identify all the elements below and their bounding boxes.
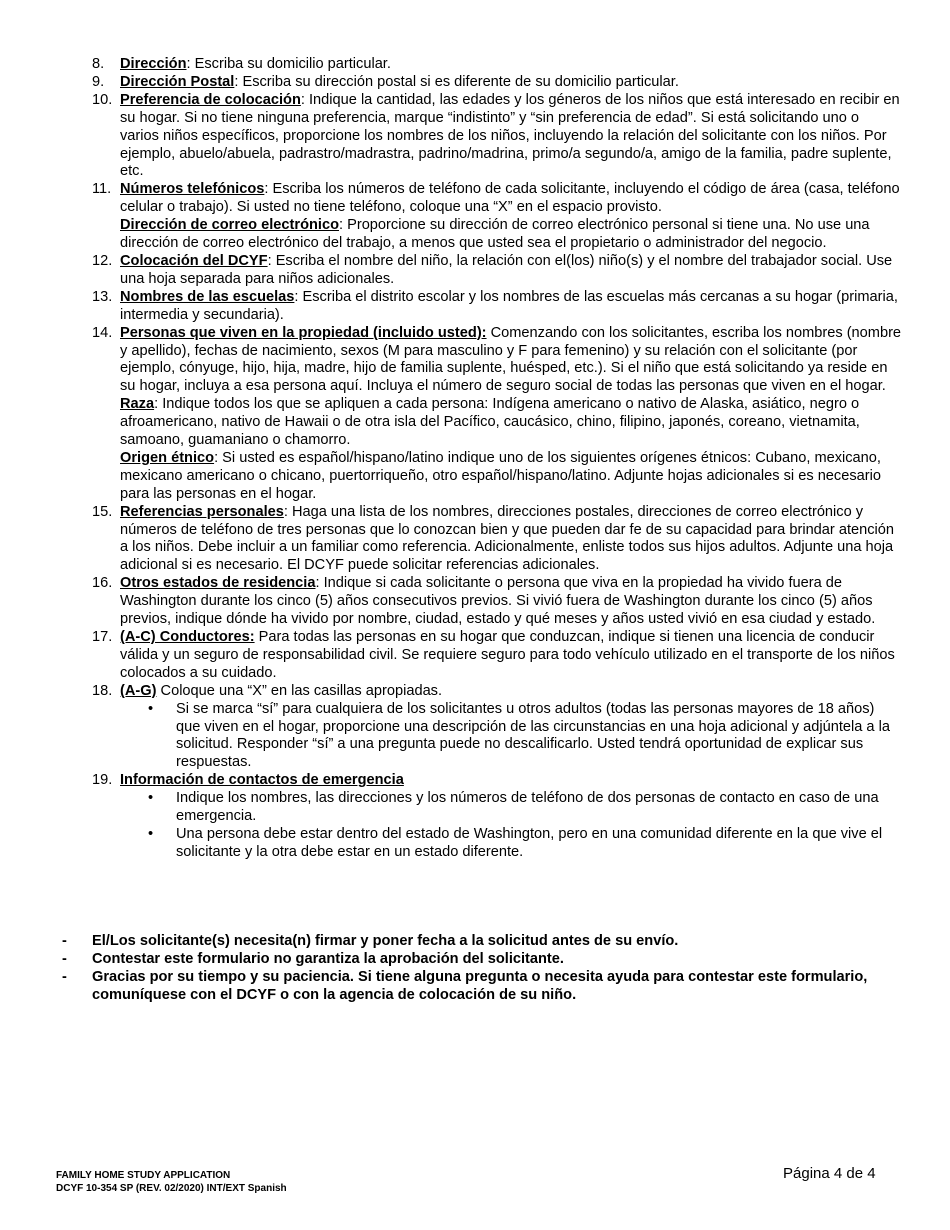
item-paragraph [120, 772, 902, 790]
list-item [92, 56, 902, 74]
instructions-list [92, 56, 902, 862]
item-text: Proporcione su dirección de correo electrónico personal si tiene una. No use una dirección de correo electrónico del trabajo, a menos que usted sea el propietario o administrador del negocio. [120, 217, 870, 252]
item-text: Indique todos los que se apliquen a cada persona: Indígena americano o nativo de Alaska, asiático, negro o afroamericano, nativo de Hawaii o de otra isla del Pacífico, caucásico, chino, filipino, japonés, coreano, vietnamita, samoano, guamaniano o chamorro. [120, 396, 860, 449]
bullet-list [120, 701, 902, 773]
item-paragraph [120, 683, 902, 701]
list-item [92, 683, 902, 773]
bullet-text: Una persona debe estar dentro del estado de Washington, pero en una comunidad diferente en la que vive el solicitante y la otra debe estar en un estado diferente. [176, 825, 883, 860]
note-item [62, 969, 882, 1005]
bullet-icon: • [148, 790, 154, 807]
list-item [92, 253, 902, 289]
item-number: 12. [92, 252, 113, 269]
item-text: Comenzando con los solicitantes, escriba los nombres (nombre y apellido), fechas de nacimiento, sexos (M para masculino y F para femenino) y su relación con el solicitante (por ejemplo, cónyuge, hijo, hija, madre, hijo de familia suplente, huésped, etc.). Si el niño que está solicitando ya reside en su hogar, incluya a esa persona aquí. Incluya el número de seguro social de todas las personas que viven en el hogar. [120, 324, 902, 395]
dash-icon: - [62, 968, 67, 985]
item-paragraph [120, 325, 902, 397]
form-identifier [56, 1169, 287, 1195]
item-heading: Preferencia de colocación [120, 91, 301, 108]
bullet-item [120, 790, 902, 826]
list-item [92, 181, 902, 253]
item-text: Para todas las personas en su hogar que conduzcan, indique si tienen una licencia de conducir válida y un seguro de responsabilidad civil. Se requiere seguro para todo vehículo utilizado en el transporte de los niños colocados a su cuidado. [120, 629, 895, 681]
heading-separator: : [234, 73, 239, 90]
item-text: Indique si cada solicitante o persona que viva en la propiedad ha vivido fuera de Washington durante los cinco (5) años consecutivos previos. Si vivió fuera de Washington durante los cinco (5) años previos, indique dónde ha vivido por nombre, ciudad, estado y qué meses y años usted vivió en esa ciudad y estado. [120, 575, 876, 628]
dash-icon: - [62, 950, 67, 967]
item-number: 17. [92, 629, 113, 645]
item-paragraph [120, 450, 902, 504]
heading-separator: : [338, 217, 344, 234]
note-item [62, 951, 882, 969]
heading-separator: : [154, 396, 159, 413]
heading-separator: : [267, 252, 272, 269]
item-heading: Números telefónicos [120, 181, 265, 198]
item-paragraph [120, 629, 902, 683]
heading-separator: : [264, 181, 269, 198]
item-paragraph [120, 253, 902, 289]
item-heading: Información de contactos de emergencia [120, 772, 404, 789]
dash-icon: - [62, 933, 67, 949]
item-number: 10. [92, 91, 113, 108]
list-item [92, 575, 902, 629]
item-text: Escriba el nombre del niño, la relación con el(los) niño(s) y el nombre del trabajador social. Use una hoja separada para niños adicionales. [120, 252, 893, 287]
item-text: Si usted es español/hispano/latino indique uno de los siguientes orígenes étnicos: Cubano, mexicano, mexicano americano o chicano, puertorriqueño, otro español/hispano/latino. Adjunte hojas adicionales si es necesario para las personas en el hogar. [120, 449, 881, 502]
item-paragraph [120, 504, 902, 576]
heading-separator: : [294, 288, 299, 305]
item-number: 16. [92, 575, 113, 592]
item-heading: Dirección [120, 56, 187, 72]
bullet-text: Si se marca “sí” para cualquiera de los solicitantes u otros adultos (todas las personas mayores de 18 años) que viven en el hogar, proporcione una descripción de las circunstancias en una hoja adicional y adjúntela a la solicitud. Responder “sí” a una pregunta puede no descalificarlo. Usted tendrá oportunidad de explicar sus respuestas. [176, 700, 890, 771]
list-item [92, 504, 902, 576]
item-paragraph [120, 289, 902, 325]
note-text: Gracias por su tiempo y su paciencia. Si tiene alguna pregunta o necesita ayuda para contestar este formulario, comuníquese con el DCYF o con la agencia de colocación de su niño. [92, 968, 868, 1003]
item-paragraph [120, 575, 902, 629]
item-number: 8. [92, 56, 105, 72]
list-item [92, 74, 902, 92]
heading-separator: : [283, 503, 288, 520]
item-heading: (A-G) [120, 682, 157, 699]
list-item [92, 629, 902, 683]
item-paragraph [120, 217, 902, 253]
form-title: FAMILY HOME STUDY APPLICATION [56, 1170, 231, 1181]
item-paragraph [120, 74, 902, 92]
item-number: 15. [92, 503, 113, 520]
item-text: Haga una lista de los nombres, direcciones postales, direcciones de correo electrónico y números de teléfono de tres personas que lo conozcan bien y que pueden dar fe de su capacidad para brindar atención a los niños. Debe incluir a un familiar como referencia. Adicionalmente, enliste todos sus hijos adultos. Adjunte una hoja adicional si es necesario. El DCYF puede solicitar referencias adicionales. [120, 503, 895, 574]
page-number: Página 4 de 4 [783, 1165, 876, 1182]
note-text: Contestar este formulario no garantiza la aprobación del solicitante. [92, 950, 564, 967]
note-text: El/Los solicitante(s) necesita(n) firmar y poner fecha a la solicitud antes de su envío. [92, 933, 679, 949]
item-heading: (A-C) Conductores: [120, 629, 255, 645]
item-heading: Dirección Postal [120, 73, 235, 90]
bullet-item [120, 826, 902, 862]
item-heading: Otros estados de residencia [120, 575, 316, 592]
note-item [62, 933, 882, 951]
item-paragraph [120, 92, 902, 182]
item-number: 11. [92, 181, 112, 198]
bullet-text: Indique los nombres, las direcciones y los números de teléfono de dos personas de contacto en caso de una emergencia. [176, 790, 879, 825]
list-item [92, 325, 902, 504]
item-heading: Dirección de correo electrónico [120, 217, 339, 234]
heading-separator: : [214, 449, 219, 466]
closing-notes [62, 933, 882, 1005]
item-number: 13. [92, 288, 113, 305]
item-number: 18. [92, 682, 113, 699]
list-item [92, 289, 902, 325]
item-paragraph [120, 181, 902, 217]
item-text: Escriba su domicilio particular. [190, 56, 391, 72]
form-number: DCYF 10-354 SP (REV. 02/2020) INT/EXT Spanish [56, 1183, 287, 1194]
item-number: 14. [92, 324, 113, 341]
item-number: 9. [92, 73, 105, 90]
item-heading: Referencias personales [120, 503, 284, 520]
item-text: Coloque una “X” en las casillas apropiadas. [156, 682, 443, 699]
item-heading: Raza [120, 396, 155, 413]
item-text: Escriba el distrito escolar y los nombres de las escuelas más cercanas a su hogar (primaria, intermedia y secundaria). [120, 288, 898, 323]
item-paragraph [120, 396, 902, 450]
list-item [92, 92, 902, 182]
item-heading: Personas que viven en la propiedad (incluido usted): [120, 324, 487, 341]
item-heading: Nombres de las escuelas [120, 288, 295, 305]
bullet-icon: • [148, 700, 154, 717]
heading-separator: : [186, 56, 191, 72]
item-text: Indique la cantidad, las edades y los géneros de los niños que está interesado en recibir en su hogar. Si no tiene ninguna preferencia, marque “indistinto” y “sin preferencia de edad”. Si está solicitando uno o varios niños específicos, proporcione los nombres de los niños, incluyendo la relación del solicitante con los niños. Por ejemplo, abuelo/abuela, padrastro/madrastra, padrino/madrina, primo/a segundo/a, amigo de la familia, padre suplente, etc. [120, 91, 900, 180]
item-text: Escriba su dirección postal si es diferente de su domicilio particular. [238, 73, 679, 90]
bullet-list [120, 790, 902, 862]
bullet-icon: • [148, 825, 154, 842]
item-heading: Colocación del DCYF [120, 252, 268, 269]
heading-separator: : [300, 91, 305, 108]
item-paragraph [120, 56, 902, 74]
heading-separator: : [315, 575, 320, 592]
item-number: 19. [92, 772, 113, 789]
list-item [92, 772, 902, 862]
item-heading: Origen étnico [120, 449, 215, 466]
bullet-item [120, 701, 902, 773]
item-text: Escriba los números de teléfono de cada solicitante, incluyendo el código de área (casa, teléfono celular o trabajo). Si usted no tiene teléfono, coloque una “X” en el espacio provisto. [120, 181, 900, 216]
